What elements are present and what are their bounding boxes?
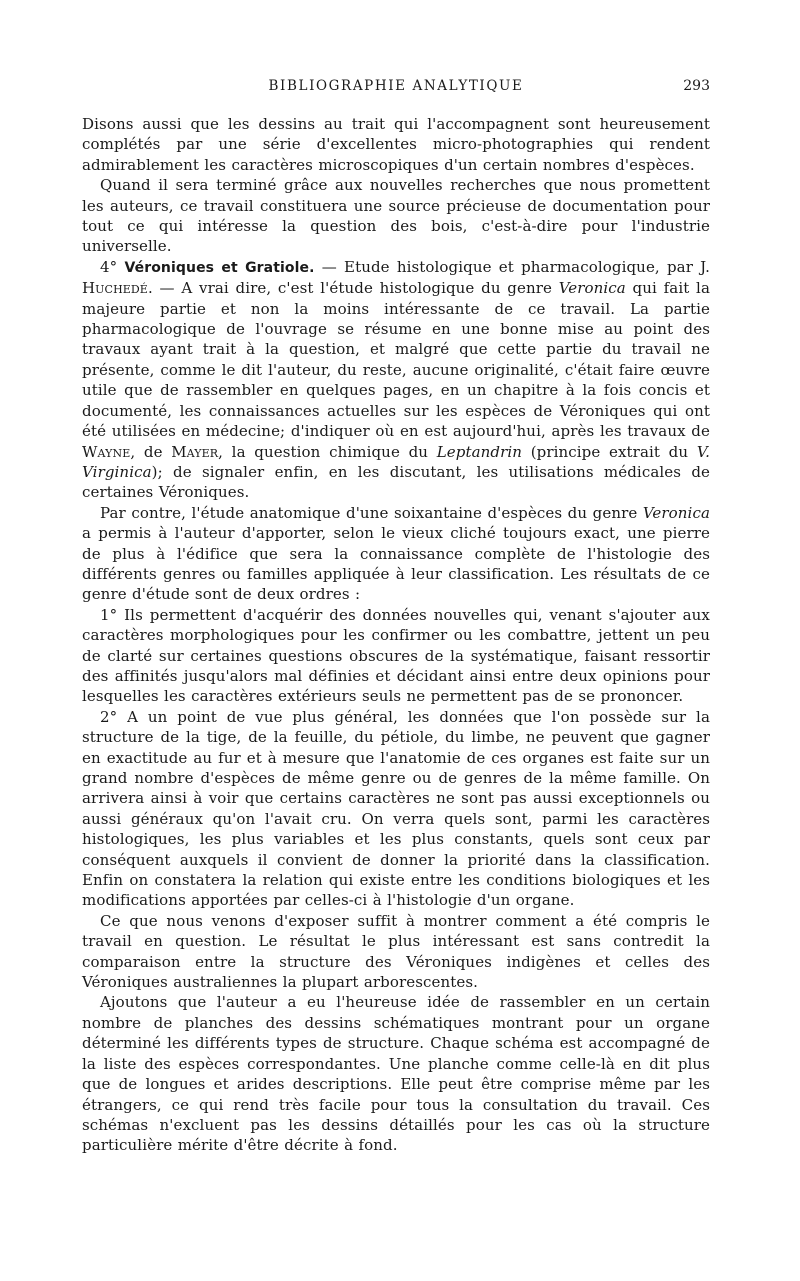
page-number: 293 [683,78,710,94]
page-header [82,78,710,102]
running-title: BIBLIOGRAPHIE ANALYTIQUE [268,78,524,94]
paragraph-7: Ce que nous venons d'exposer suffit à montrer comment a été compris le travail en question. Le résultat le plus intéressant est sans contredit la comparaison entre la structure des Véroniques indigènes et celles des Véroniques australiennes la plupart arborescentes. [82,911,710,992]
cited-author: Wayne [82,442,131,461]
author-name: Huchedé [82,279,148,298]
article-body [82,114,710,1156]
paragraph-8: Ajoutons que l'auteur a eu l'heureuse idée de rassembler en un certain nombre de planches des dessins schématiques montrant pour un organe déterminé les différents types de structure. Chaque schéma est accompagné de la liste des espèces correspondantes. Une planche comme celle-là en dit plus que de longues et arides descriptions. Elle peut être comprise même par les étrangers, ce qui rend très facile pour tous la consultation du travail. Ces schémas n'excluent pas les dessins détaillés pour les cas où la structure particulière mérite d'être décrite à fond. [82,993,710,1155]
genus-name: Veronica [558,279,626,298]
cited-author: Mayer [171,442,219,461]
paragraph-3: 4° Véroniques et Gratiole. — Etude histologique et pharmacologique, par J. Huchedé. — A vrai dire, c'est l'étude histologique du genre Veronica qui fait la majeure partie et non la moins intéressante de ce travail. La partie pharmacologique de l'ouvrage se résume en une bonne mise au point des travaux ayant trait à la question, et malgré que cette partie du travail ne présente, comme le dit l'auteur, du reste, aucune originalité, c'était faire œuvre utile que de rassembler en quelques pages, en un chapitre à la fois concis et documenté, les connaissances actuelles sur les espèces de Véroniques qui ont été utilisées en médecine; d'indiquer où en est aujourd'hui, après les travaux de Wayne, de Mayer, la question chimique du Leptandrin (principe extrait du V. Virginica); de signaler enfin, en les discutant, les utilisations médicales de certaines Véroniques. [82,257,710,502]
paragraph-1: Disons aussi que les dessins au trait qui l'accompagnent sont heureusement complétés par une série d'excellentes micro-photographies qui rendent admirablement les caractères microscopiques d'un certain nombres d'espèces. [82,115,710,174]
section-heading: Véroniques et Gratiole. [124,259,315,276]
paragraph-5: 1° Ils permettent d'acquérir des données nouvelles qui, venant s'ajouter aux caractères morphologiques pour les confirmer ou les combattre, jettent un peu de clarté sur certaines questions obscures de la systématique, faisant ressortir des affinités jusqu'alors mal définies et décidant ainsi entre deux opinions pour lesquelles les caractères extérieurs seuls ne permettent pas de se prononcer. [82,605,710,706]
journal-page [82,78,710,1156]
genus-name: Veronica [642,503,710,522]
section-number: 4° [100,257,118,276]
paragraph-4: Par contre, l'étude anatomique d'une soixantaine d'espèces du genre Veronica a permis à l'auteur d'apporter, selon le vieux cliché toujours exact, une pierre de plus à l'édifice que sera la connaissance complète de l'histologie des différents genres ou familles appliquée à leur classification. Les résultats de ce genre d'étude sont de deux ordres : [82,503,710,604]
paragraph-6: 2° A un point de vue plus général, les données que l'on possède sur la structure de la tige, de la feuille, du pétiole, du limbe, ne peuvent que gagner en exactitude au fur et à mesure que l'anatomie de ces organes est faite sur un grand nombre d'espèces de même genre ou de genres de la même famille. On arrivera ainsi à voir que certains caractères ne sont pas aussi exceptionnels ou aussi généraux qu'on l'avait cru. On verra quels sont, parmi les caractères histologiques, les plus variables et les plus constants, quels sont ceux par conséquent auxquels il convient de donner la priorité dans la classification. Enfin on constatera la relation qui existe entre les conditions biologiques et les modifications apportées par celles-ci à l'histologie d'un organe. [82,707,710,910]
substance-name: Leptandrin [436,442,523,461]
paragraph-2: Quand il sera terminé grâce aux nouvelles recherches que nous promettent les auteurs, ce travail constituera une source précieuse de documentation pour tout ce qui intéresse la question des bois, c'est-à-dire pour l'industrie universelle. [82,176,710,256]
species-name: V. Virginica [82,442,710,481]
